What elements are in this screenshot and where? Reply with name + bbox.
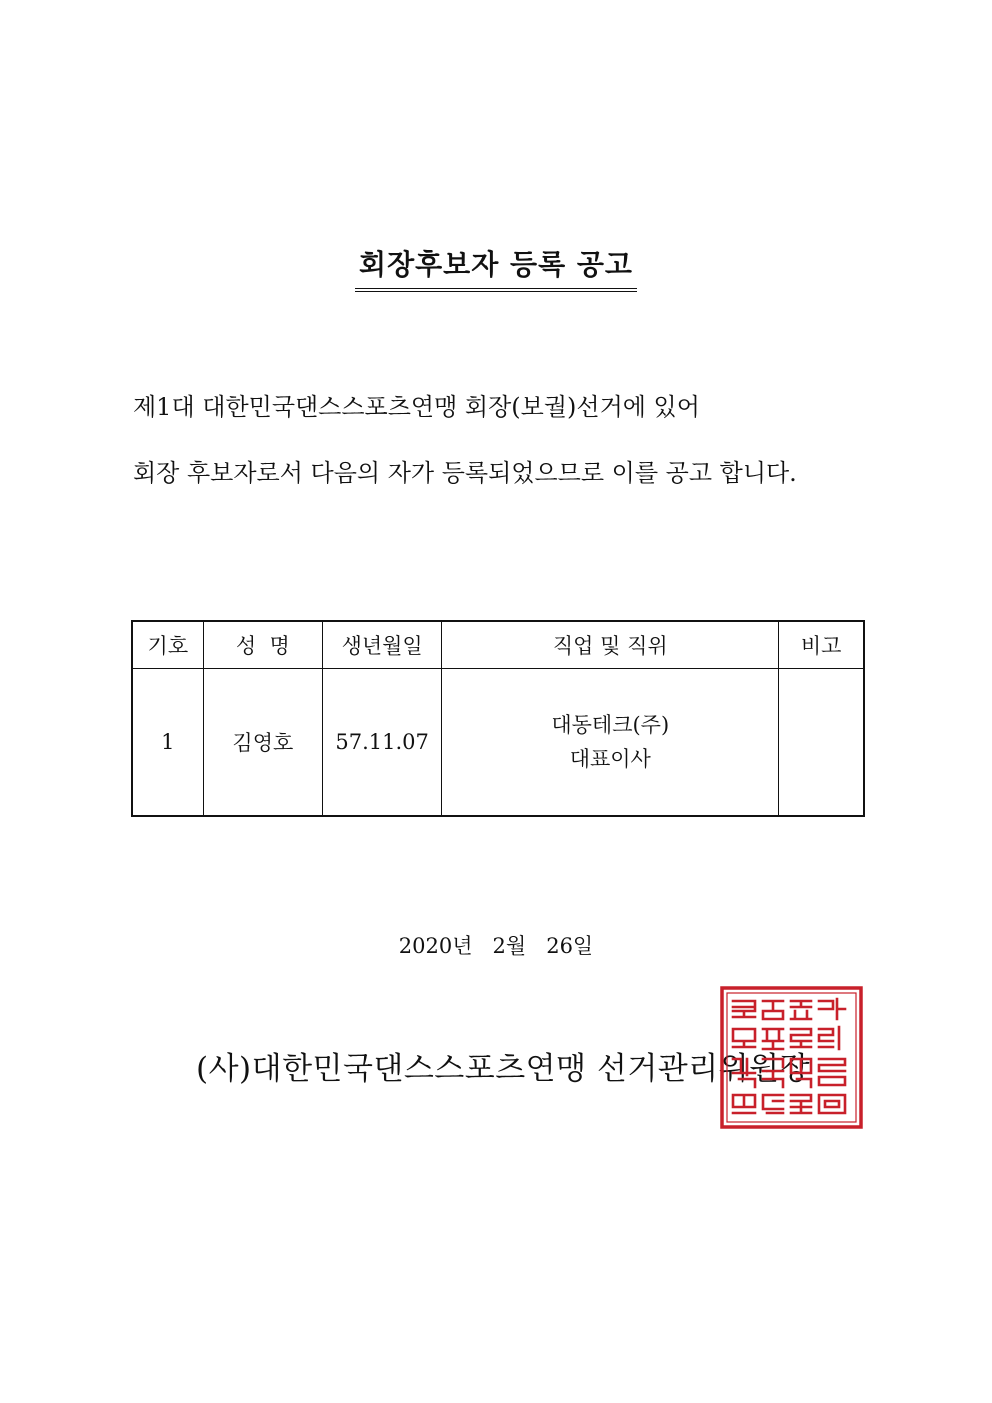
cell-number: 1	[132, 669, 203, 817]
cell-note	[779, 669, 864, 817]
issuer-name: (사)대한민국댄스스포츠연맹 선거관리위원장	[196, 1051, 811, 1087]
job-position: 대표이사	[569, 747, 651, 771]
table-row	[132, 669, 864, 817]
header-job: 직업 및 직위	[442, 621, 779, 669]
header-name: 성 명	[203, 621, 322, 669]
job-company: 대동테크(주)	[551, 713, 670, 737]
header-note: 비고	[779, 621, 864, 669]
table-header-row	[132, 621, 864, 669]
header-birthdate: 생년월일	[323, 621, 442, 669]
official-seal-stamp	[719, 985, 864, 1130]
cell-birthdate: 57.11.07	[323, 669, 442, 817]
title-container	[0, 248, 992, 292]
notice-date: 2020년 2월 26일	[398, 934, 594, 958]
notice-title: 회장후보자 등록 공고	[355, 248, 637, 292]
header-number: 기호	[132, 621, 203, 669]
cell-job	[442, 669, 779, 817]
candidate-table	[131, 620, 865, 817]
cell-name: 김영호	[203, 669, 322, 817]
body-paragraph-line-2: 회장 후보자로서 다음의 자가 등록되었으므로 이를 공고 합니다.	[133, 459, 797, 487]
body-paragraph-line-1: 제1대 대한민국댄스스포츠연맹 회장(보궐)선거에 있어	[133, 393, 700, 421]
